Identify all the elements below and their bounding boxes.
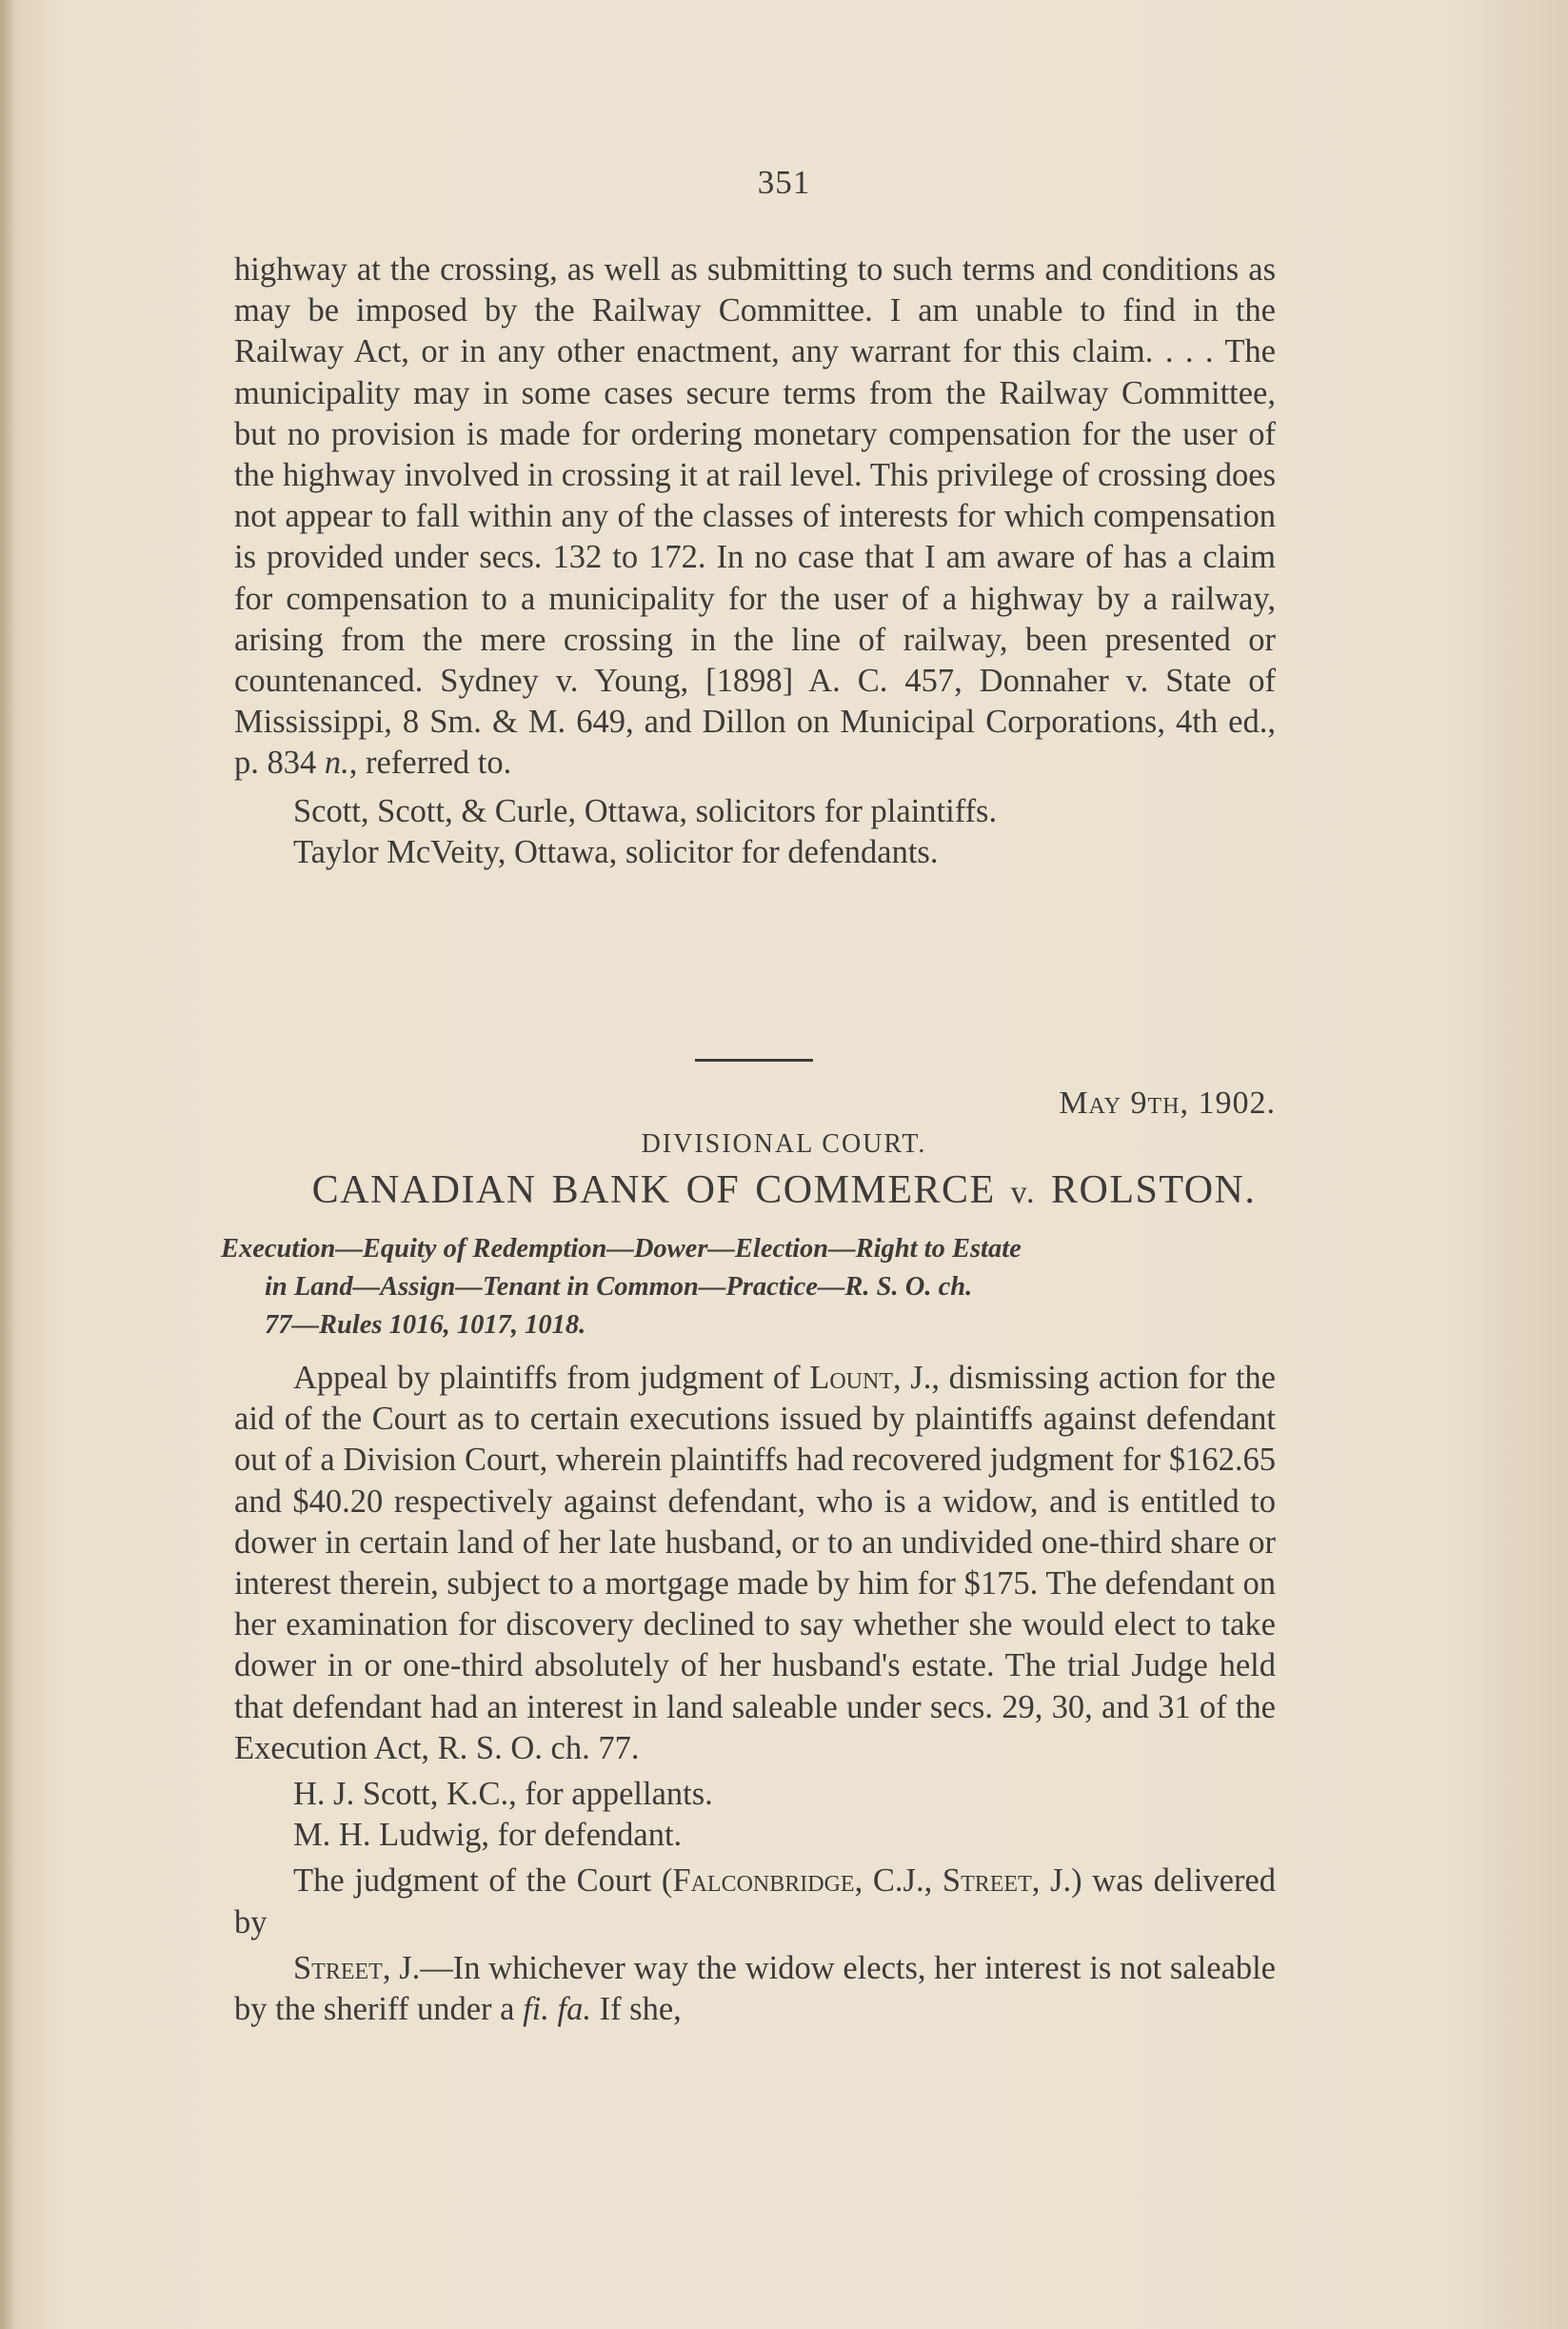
delivered-text-end: , J.) was delivered by <box>234 1862 1276 1941</box>
continued-paragraph <box>234 249 1276 785</box>
delivered-text-start: The judgment of the Court ( <box>293 1862 673 1900</box>
continued-text-block <box>234 249 1276 873</box>
opinion-paragraph <box>234 1948 1276 2030</box>
decision-date: May 9th, 1902. <box>1059 1085 1276 1121</box>
appeal-text-rest: , J., dismissing action for the aid of the Court as to certain executions issued by plaintiffs against defendant out of a Division Court, wherein plaintiffs had recovered judgment for $162.65 and $40.20 respectively against defendant, who is a widow, and is entitled to dower in certain land of her late husband, or to an undivided one-third share or interest therein, subject to a mortgage made by him for $175. The defendant on her examination for discovery declined to say whether she would elect to take dower in or one-third absolutely of her husband's estate. The trial Judge held that defendant had an interest in land saleable under secs. 29, 30, and 31 of the Execution Act, R. S. O. ch. 77. <box>234 1360 1276 1766</box>
judgment-block <box>234 1358 1276 2030</box>
section-divider <box>695 1059 813 1062</box>
case-title-versus: v. <box>1010 1175 1036 1210</box>
delivered-judge-2: Street <box>942 1862 1032 1900</box>
appeal-paragraph <box>234 1358 1276 1769</box>
case-title-plaintiff: CANADIAN BANK OF COMMERCE <box>311 1168 996 1212</box>
case-title-defendant: ROLSTON. <box>1050 1168 1257 1212</box>
headnote-line-3: 77—Rules 1016, 1017, 1018. <box>265 1310 586 1340</box>
continued-paragraph-end: , referred to. <box>348 745 512 782</box>
delivered-paragraph <box>234 1861 1276 1942</box>
page-gutter <box>0 0 13 2329</box>
writ-abbreviation: fi. fa. <box>523 1991 591 2028</box>
solicitors-for-plaintiffs: Scott, Scott, & Curle, Ottawa, solicitors for plaintiffs. <box>293 792 998 829</box>
opinion-text-end: If she, <box>590 1991 682 2028</box>
case-title <box>0 1167 1568 1213</box>
delivered-judge-1: Falconbridge <box>672 1862 855 1900</box>
opinion-judge-name: Street <box>293 1949 383 1986</box>
page-number: 351 <box>757 164 811 201</box>
counsel-for-appellants: H. J. Scott, K.C., for appellants. <box>293 1776 713 1813</box>
continued-paragraph-text: highway at the crossing, as well as submitting to such terms and conditions as may be imposed by the Railway Committee. I am unable to find in the Railway Act, or in any other enactment, any warrant for this claim. . . . The municipality may in some cases secure terms from the Railway Committee, but no provision is made for ordering monetary compensation for the user of the highway involved in crossing it at rail level. This privilege of crossing does not appear to fall within any of the classes of interests for which compensation is provided under secs. 132 to 172. In no case that I am aware of has a claim for compensation to a municipality for the user of a highway by a railway, arising from the mere crossing in the line of railway, been presented or countenanced. Sydney v. Young, [1898] A. C. 457, Donnaher v. State of Mississippi, 8 Sm. & M. 649, and Dillon on Municipal Corporations, 4th ed., p. 834 <box>234 251 1276 782</box>
appeal-text-start: Appeal by plaintiffs from judgment of <box>293 1360 810 1396</box>
delivered-text-middle: , C.J., <box>854 1862 943 1900</box>
note-abbreviation: n. <box>324 745 349 782</box>
solicitor-for-defendants: Taylor McVeity, Ottawa, solicitor for defendants. <box>293 833 939 870</box>
headnote <box>221 1230 1278 1344</box>
headnote-line-2: in Land—Assign—Tenant in Common—Practice—R. S. O. ch. <box>265 1272 973 1302</box>
appeal-judge-name: Lount <box>809 1360 893 1396</box>
court-name: DIVISIONAL COURT. <box>641 1129 927 1159</box>
counsel-for-defendant: M. H. Ludwig, for defendant. <box>293 1817 683 1854</box>
opinion-text-start: , J.—In whichever way the widow elects, her interest is not saleable by the sheriff under a <box>234 1949 1276 2028</box>
headnote-line-1: Execution—Equity of Redemption—Dower—Election—Right to Estate <box>221 1234 1022 1264</box>
